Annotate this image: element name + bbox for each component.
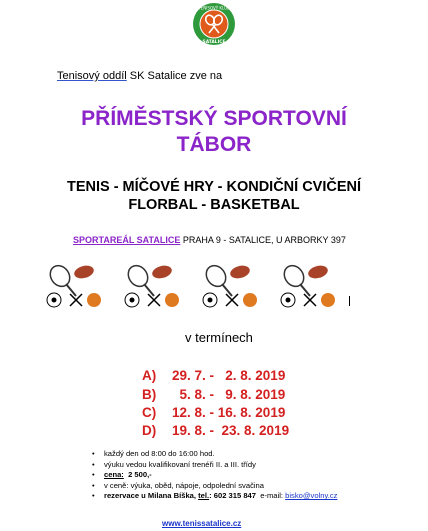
sports-line-2: FLORBAL - BASKETBAL (128, 197, 300, 213)
sports-balls-clipart (44, 262, 354, 310)
title-line-2: TÁBOR (176, 133, 252, 156)
email-label: e-mail: (256, 491, 286, 501)
balls-icon (122, 262, 180, 310)
price-label: cena: (104, 470, 124, 480)
text-cursor (349, 296, 350, 306)
info-item (92, 491, 337, 502)
date-item (142, 405, 285, 420)
title-line-1: PŘÍMĚSTSKÝ SPORTOVNÍ (81, 107, 347, 130)
date-item (142, 423, 289, 438)
date-range: 29. 7. - 2. 8. 2019 (172, 368, 286, 383)
date-range: 12. 8. - 16. 8. 2019 (172, 405, 286, 420)
date-letter: B) (142, 387, 157, 402)
bullet: • (92, 480, 95, 490)
venue-line (73, 235, 346, 245)
venue-name: SPORTAREÁL SATALICE (73, 235, 181, 245)
logo-text-bottom: SATALICE (202, 40, 226, 45)
bullet: • (92, 459, 95, 469)
date-item (142, 387, 285, 402)
date-letter: D) (142, 423, 157, 438)
bullet: • (92, 449, 95, 458)
terms-heading: v termínech (185, 330, 253, 345)
info-included: v ceně: výuka, oběd, nápoje, odpolední svačina (104, 480, 265, 490)
balls-icon (200, 262, 258, 310)
balls-icon (278, 262, 336, 310)
reservation-name: rezervace u Milana Bíška, (104, 491, 199, 501)
sports-line-1: TENIS - MÍČOVÉ HRY - KONDIČNÍ CVIČENÍ (66, 179, 362, 195)
info-item (92, 481, 337, 492)
info-list (92, 449, 337, 502)
balls-icon (44, 262, 102, 310)
date-letter: A) (142, 368, 157, 383)
logo-text-top: TENISOVÝ KLUB (198, 5, 230, 11)
date-range: 5. 8. - 9. 8. 2019 (172, 387, 286, 402)
price-value: 2 500,- (123, 470, 152, 480)
club-logo (192, 2, 236, 46)
info-item (92, 470, 337, 481)
tel-number: : 602 315 847 (209, 491, 256, 501)
intro-line (57, 70, 222, 82)
venue-address: PRAHA 9 - SATALICE, U ARBORKY 397 (180, 235, 346, 245)
info-hours: každý den od 8:00 do 16:00 hod. (104, 449, 215, 458)
club-name: Tenisový oddíl (57, 70, 127, 82)
bullet: • (92, 470, 95, 480)
date-letter: C) (142, 405, 157, 420)
tel-label: tel. (198, 491, 210, 501)
info-item (92, 460, 337, 471)
intro-rest: SK Satalice zve na (126, 70, 223, 82)
bullet: • (92, 491, 95, 501)
website-link[interactable]: www.tenissatalice.cz (162, 519, 242, 528)
date-item (142, 368, 285, 383)
info-item (92, 449, 337, 460)
email-link[interactable]: bisko@volny.cz (285, 491, 338, 501)
info-coaches: výuku vedou kvalifikovaní trenéři II. a III. třídy (104, 459, 256, 469)
date-range: 19. 8. - 23. 8. 2019 (172, 423, 290, 438)
